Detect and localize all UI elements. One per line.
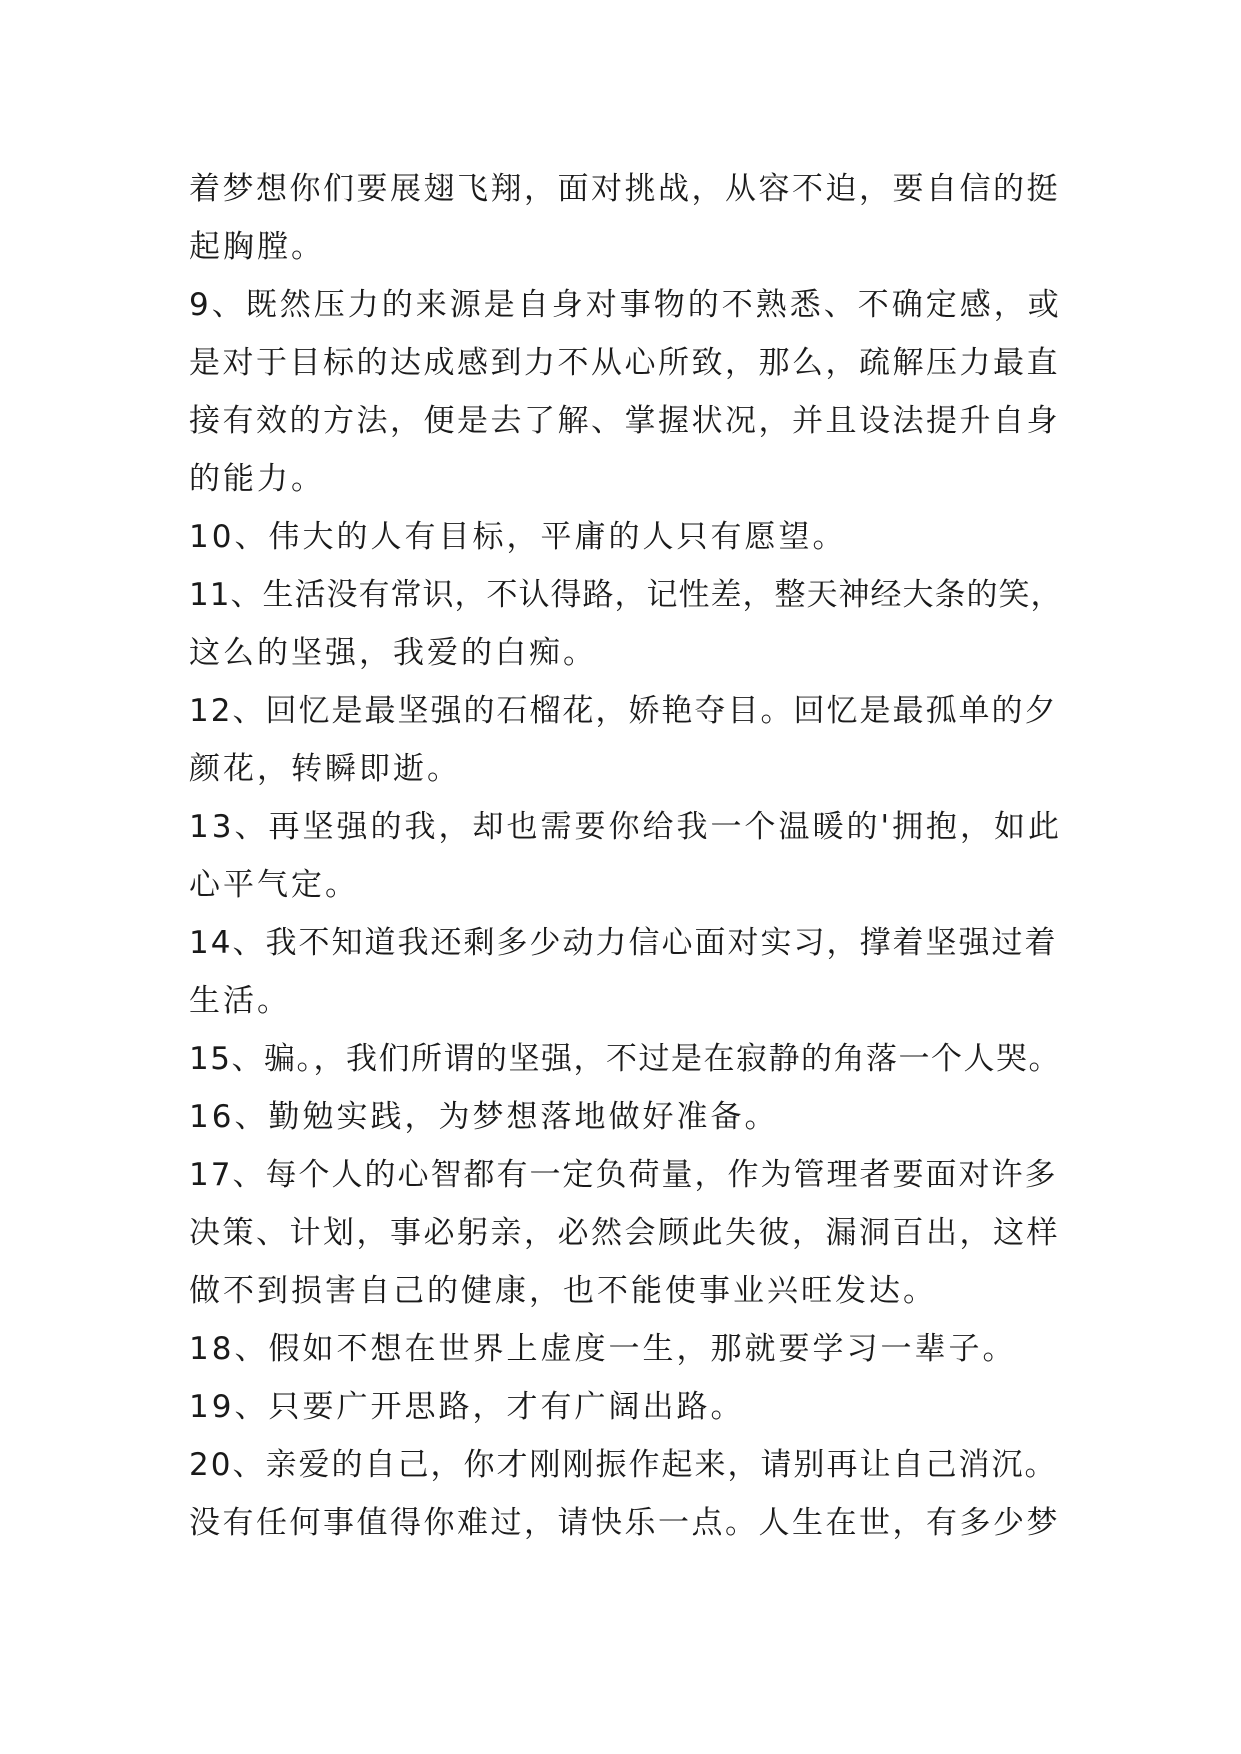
text-line: 没有任何事值得你难过，请快乐一点。人生在世，有多少梦 xyxy=(189,1505,1060,1541)
text-line: 18、假如不想在世界上虚度一生，那就要学习一辈子。 xyxy=(189,1331,1017,1367)
text-line: 19、只要广开思路，才有广阔出路。 xyxy=(189,1389,745,1425)
text-line: 起胸膛。 xyxy=(189,229,325,265)
text-line: 10、伟大的人有目标，平庸的人只有愿望。 xyxy=(189,519,847,555)
text-line: 颜花，转瞬即逝。 xyxy=(189,751,461,787)
text-line: 是对于目标的达成感到力不从心所致，那么，疏解压力最直 xyxy=(189,345,1060,381)
text-line: 11、生活没有常识，不认得路，记性差，整天神经大条的笑， xyxy=(189,577,1063,613)
text-line: 做不到损害自己的健康，也不能使事业兴旺发达。 xyxy=(189,1273,937,1309)
text-line: 9、既然压力的来源是自身对事物的不熟悉、不确定感，或 xyxy=(189,287,1062,323)
body-text xyxy=(189,160,1069,1552)
text-line: 生活。 xyxy=(189,983,291,1019)
text-line: 这么的坚强，我爱的白痴。 xyxy=(189,635,597,671)
text-line: 16、勤勉实践，为梦想落地做好准备。 xyxy=(189,1099,779,1135)
text-line: 12、回忆是最坚强的石榴花，娇艳夺目。回忆是最孤单的夕 xyxy=(189,693,1058,729)
text-line: 的能力。 xyxy=(189,461,325,497)
text-line: 接有效的方法，便是去了解、掌握状况，并且设法提升自身 xyxy=(189,403,1060,439)
text-line: 着梦想你们要展翅飞翔，面对挑战，从容不迫，要自信的挺 xyxy=(189,171,1060,207)
text-line: 决策、计划，事必躬亲，必然会顾此失彼，漏洞百出，这样 xyxy=(189,1215,1060,1251)
text-line: 15、骗。，我们所谓的坚强，不过是在寂静的角落一个人哭。 xyxy=(189,1041,1061,1077)
text-line: 20、亲爱的自己，你才刚刚振作起来，请别再让自己消沉。 xyxy=(189,1447,1058,1483)
text-line: 13、再坚强的我，却也需要你给我一个温暖的'拥抱，如此 xyxy=(189,809,1062,845)
text-line: 14、我不知道我还剩多少动力信心面对实习，撑着坚强过着 xyxy=(189,925,1058,961)
text-line: 17、每个人的心智都有一定负荷量，作为管理者要面对许多 xyxy=(189,1157,1058,1193)
text-line: 心平气定。 xyxy=(189,867,359,903)
